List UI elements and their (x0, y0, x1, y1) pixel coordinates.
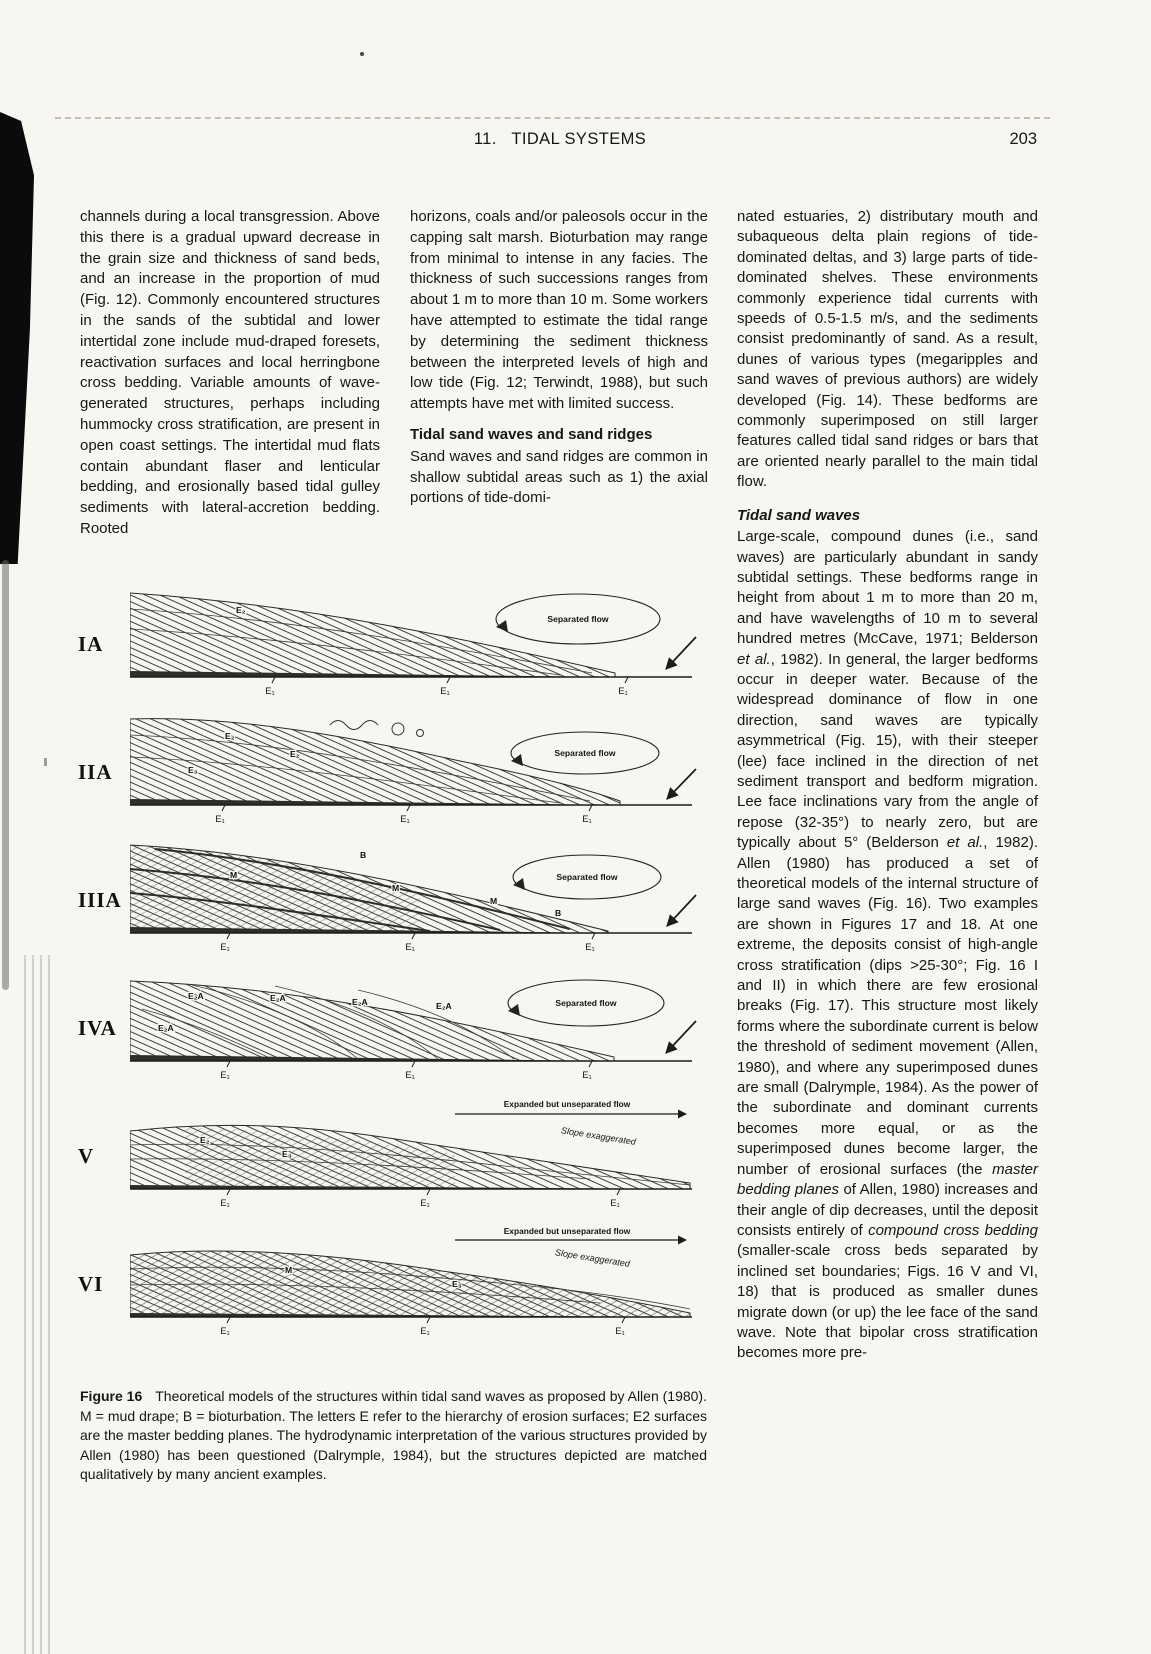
tick-marks (227, 1317, 625, 1323)
panel-drawing-IA (130, 585, 705, 703)
panel-label-IVA: IVA (78, 1015, 117, 1040)
panel-drawing-IVA (130, 969, 705, 1087)
panel-drawing-VI (130, 1225, 705, 1343)
scan-speck (44, 758, 47, 766)
erosion-surface-label: E₁ (585, 942, 595, 953)
figure-caption-text: Theoretical models of the structures within tidal sand waves as proposed by Allen (1980). M = mud drape; B = bioturbation. The letters E refer to the hierarchy of erosion surfaces; E2 surfaces are the master bedding planes. The hydrodynamic interpretation of the various structures provided by Allen (1980) has been questioned (Dalrymple, 1984), but the structures depicted are matched qualitatively by many ancient examples. (80, 1388, 707, 1483)
slope-note: Slope exaggerated (554, 1247, 631, 1269)
bioturbation-label: B (555, 908, 562, 918)
surface-label: E₂ (225, 731, 235, 741)
erosion-surface-label: E₁ (265, 686, 275, 697)
paragraph-col3-1: nated estuaries, 2) distributary mouth and subaqueous delta plain regions of tide-dominated deltas, and 3) large parts of tide-dominated shelves. These environments commonly experience tidal currents with speeds of 0.5-1.5 m/s, and the sediments consist predominantly of sand. As a result, dunes of various types (megaripples and sand waves of previous authors) are widely developed (Fig. 14). These bedforms are commonly superimposed on still larger features called tidal sand ridges or bars that are oriented nearly parallel to the main tidal flow. (737, 208, 1038, 491)
bioturbation-label: B (360, 850, 367, 860)
figure-panel-IA (78, 585, 728, 703)
erosion-surface-label: E₁ (405, 942, 415, 953)
tick-marks (227, 933, 595, 939)
figure-panel-IIIA (78, 841, 728, 959)
figure-panel-IIA (78, 713, 728, 831)
surface-label: E₂ (200, 1135, 210, 1145)
surface-label: E₂A (352, 997, 368, 1007)
panel-label-VI: VI (78, 1271, 104, 1296)
tick-marks (272, 677, 628, 683)
scan-artifact-left-line (2, 560, 9, 990)
figure-caption-label: Figure 16 (80, 1388, 143, 1404)
surface-label: E₂ (236, 605, 246, 615)
section-heading-tidal-sand-waves: Tidal sand waves (737, 506, 861, 524)
panel-label-IA: IA (78, 631, 104, 656)
paragraph-col1: channels during a local transgression. Above this there is a gradual upward decrease in the grain size and thickness of sand beds, and an increase in the proportion of mud (Fig. 12). Commonly encountered structures in the sands of the subtidal and lower intertidal zone include mud-draped foresets, reactivation surfaces and local herringbone cross bedding. Variable amounts of wave-generated structures, perhaps including hummocky cross stratification, are present in open coast settings. The intertidal mud flats contain abundant flaser and lenticular bedding, and erosionally based tidal gulley sediments with lateral-accretion bedding. Rooted (80, 208, 380, 537)
erosion-surface-label: E₁ (400, 814, 410, 825)
figure-panel-VI (78, 1225, 728, 1343)
scan-artifact-left-blob (0, 112, 34, 564)
flow-label: Separated flow (555, 998, 617, 1008)
flow-arrow (666, 637, 696, 669)
tick-marks (227, 1189, 620, 1195)
erosion-surface-label: E₁ (615, 1326, 625, 1337)
crosshatch-overlay (130, 845, 420, 933)
erosion-surface-label: E₁ (405, 1070, 415, 1081)
circulation-arrowhead (513, 878, 525, 890)
surface-label: E₂A (436, 1001, 452, 1011)
circulation-arrowhead (496, 620, 508, 632)
erosion-surface-label: E₁ (610, 1198, 620, 1209)
mud-drape-label: M (392, 883, 400, 893)
scan-artifact-streaks (24, 955, 54, 1654)
column-right (737, 207, 1038, 1364)
panel-drawing-IIA (130, 713, 705, 831)
panel-drawing-V (130, 1097, 705, 1215)
erosion-surface-label: E₁ (420, 1326, 430, 1337)
figure-16 (78, 585, 728, 1353)
surface-label: E₂A (158, 1023, 174, 1033)
running-head-chapter-title: 11. TIDAL SYSTEMS (473, 130, 647, 148)
section-heading-sand-waves-ridges: Tidal sand waves and sand ridges (410, 425, 653, 443)
column-middle (410, 207, 708, 509)
figure-panel-V (78, 1097, 728, 1215)
erosion-surface-label: E₁ (420, 1198, 430, 1209)
crosshatch-overlay (185, 1128, 455, 1189)
erosion-surface-label: E₁ (440, 686, 450, 697)
mud-drape-label: M (285, 1265, 293, 1275)
flow-arrow (666, 1021, 696, 1053)
surface-label: E₂A (188, 991, 204, 1001)
flow-label: Separated flow (554, 748, 616, 758)
paragraph-col3-2: Large-scale, compound dunes (i.e., sand waves) are particularly abundant in sandy subtidal settings. These bedforms range in height from about 1 m to more than 20 m, and have wavelengths of 10 m to several hundred metres (McCave, 1971; Belderson et al., 1982). In general, the larger bedforms occur in deeper water. Because of the widespread dominance of flow in one direction, sand waves are typically asymmetrical (Fig. 15), with their steeper (lee) face inclined in the direction of net sediment transport and bedform migration. Lee face inclinations vary from the angle of repose (32-35°) to nearly zero, but are typically about 5° (Belderson et al., 1982). Allen (1980) has produced a set of theoretical models of the internal structure of large sand waves (Fig. 16). Two examples are shown in Figures 17 and 18. At one extreme, the deposits consist of high-angle cross stratification (dips >25-30°; Fig. 16 I and II) in which there are few erosional breaks (Fig. 17). This structure most likely forms where the subordinate current is below the threshold of sediment movement (Allen, 1980), and where any superimposed dunes are small (Dalrymple, 1984). As the power of the subordinate and dominant currents becomes more equal, or as the superimposed dunes become larger, the number of erosional surfaces (the master bedding planes of Allen, 1980) increases and their angle of dip decreases, until the deposit consists entirely of compound cross bedding (smaller-scale cross beds separated by inclined set boundaries; Figs. 16 V and VI, 18) that is produced as smaller dunes migrate down (or up) the lee face of the sand wave. Note that bipolar cross stratification becomes more pre- (737, 528, 1039, 1362)
erosion-surface-label: E₁ (220, 1070, 230, 1081)
surface-label: E₃ (282, 1149, 292, 1159)
erosion-surface-label: E₁ (215, 814, 225, 825)
panel-label-V: V (78, 1143, 95, 1168)
erosion-surface-label: E₁ (220, 942, 230, 953)
surface-label: E₂ (290, 749, 300, 759)
erosion-surface-label: E₁ (618, 686, 628, 697)
circulation-arrowhead (511, 754, 523, 766)
flow-label: Expanded but unseparated flow (503, 1226, 631, 1236)
tick-marks (222, 805, 592, 811)
mud-drape-label: M (490, 896, 498, 906)
paragraph-col2-2: Sand waves and sand ridges are common in shallow subtidal areas such as 1) the axial portions of tide-domi- (410, 447, 708, 507)
vortex-squiggle (330, 721, 378, 730)
tick-marks (227, 1061, 592, 1067)
surface-label: E₃ (188, 765, 198, 775)
surface-label: E₃ (452, 1279, 462, 1289)
column-left (80, 207, 380, 540)
erosion-surface-label: E₁ (220, 1326, 230, 1337)
page-number: 203 (1009, 130, 1037, 148)
panel-label-IIIA: IIIA (78, 887, 122, 912)
panel-label-IIA: IIA (78, 759, 113, 784)
slope-note: Slope exaggerated (560, 1125, 637, 1147)
erosion-surface-label: E₁ (582, 814, 592, 825)
flow-label: Separated flow (547, 614, 609, 624)
surface-label: E₂A (270, 993, 286, 1003)
flow-arrow (667, 895, 696, 926)
circulation-arrowhead (508, 1004, 520, 1016)
vortex-eddy (392, 723, 404, 735)
header-rule (55, 117, 1050, 119)
paragraph-col2-1: horizons, coals and/or paleosols occur in the capping salt marsh. Bioturbation may range from minimal to intense in any facies. The thickness of such successions ranges from about 1 m to more than 10 m. Some workers have attempted to estimate the tidal range by determining the sediment thickness between the interpreted levels of high and low tide (Fig. 12; Terwindt, 1988), but such attempts have met with limited success. (410, 208, 708, 413)
flow-label: Expanded but unseparated flow (503, 1099, 631, 1109)
flow-arrow (667, 769, 696, 799)
figure-16-caption (80, 1387, 707, 1485)
mud-drape-label: M (230, 870, 238, 880)
vortex-eddy (417, 730, 424, 737)
panel-drawing-IIIA (130, 841, 705, 959)
flow-label: Separated flow (556, 872, 618, 882)
erosion-surface-label: E₁ (220, 1198, 230, 1209)
erosion-surface-label: E₁ (582, 1070, 592, 1081)
figure-panel-IVA (78, 969, 728, 1087)
scan-speck (360, 52, 364, 56)
